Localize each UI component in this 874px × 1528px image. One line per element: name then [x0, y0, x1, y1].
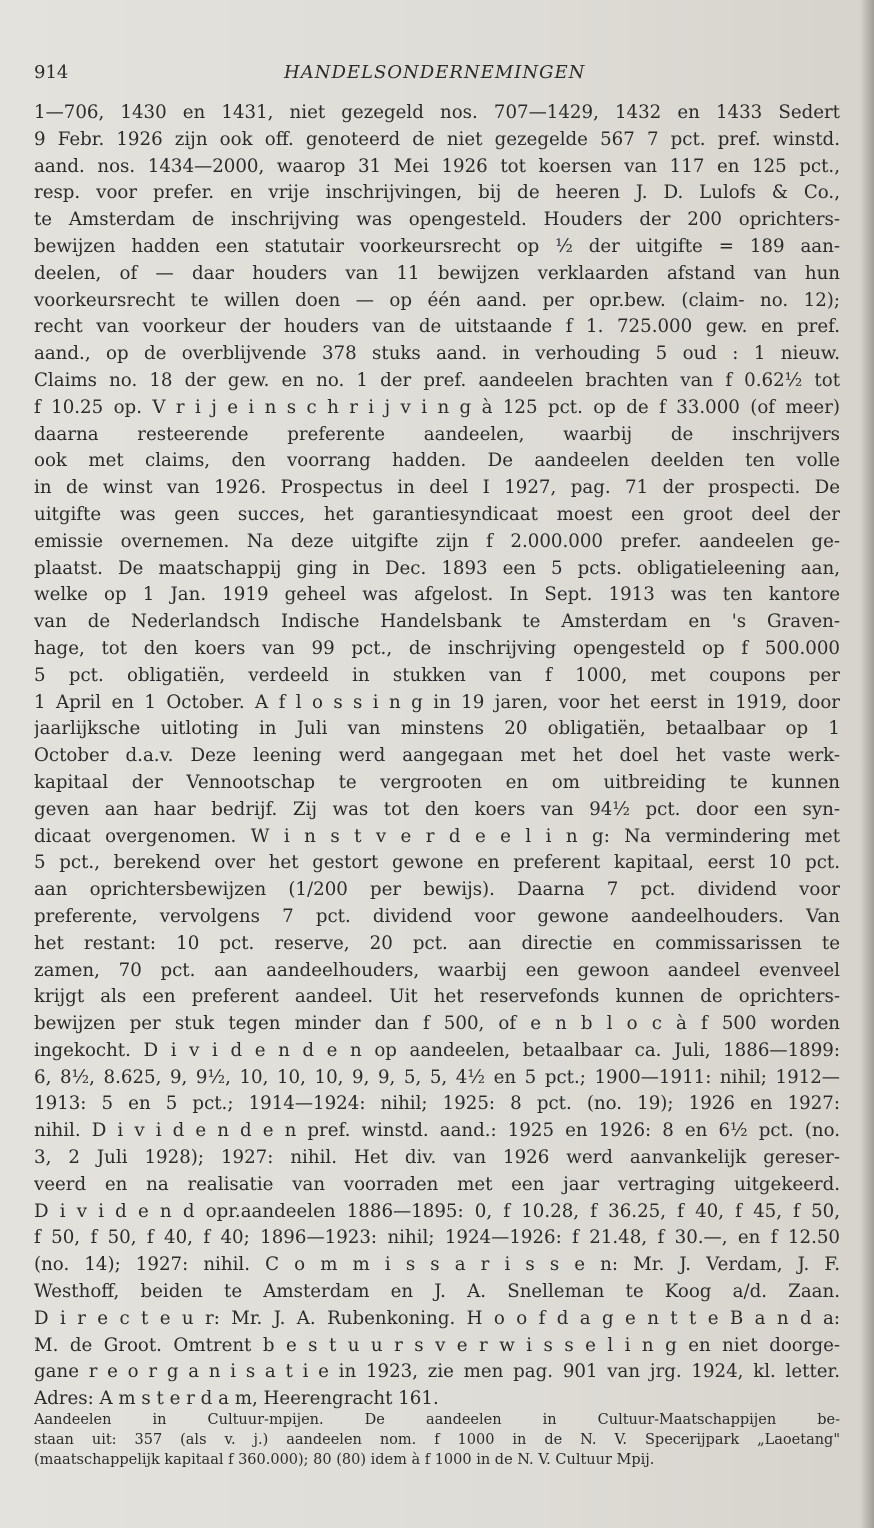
text-line: krijgt als een preferent aandeel. Uit het reservefonds kunnen de oprichters-: [34, 986, 840, 1008]
text-line: daarna resteerende preferente aandeelen, waarbij de inschrijvers: [34, 423, 840, 445]
text-line: plaatst. De maatschappij ging in Dec. 1893 een 5 pcts. obligatieleening aan,: [34, 557, 840, 579]
text-line: 1 April en 1 October. A f l o s s i n g in 19 jaren, voor het eerst in 1919, door: [34, 691, 840, 713]
text-line: welke op 1 Jan. 1919 geheel was afgelost. In Sept. 1913 was ten kantore: [34, 584, 840, 606]
text-line: te Amsterdam de inschrijving was opengesteld. Houders der 200 oprichters-: [34, 209, 840, 231]
text-line: Claims no. 18 der gew. en no. 1 der pref. aandeelen brachten van f 0.62½ tot: [34, 369, 840, 391]
text-line: uitgifte was geen succes, het garantiesyndicaat moest een groot deel der: [34, 503, 840, 525]
text-line: October d.a.v. Deze leening werd aangegaan met het doel het vaste werk-: [34, 745, 840, 767]
text-line: hage, tot den koers van 99 pct., de inschrijving opengesteld op f 500.000: [34, 637, 840, 659]
footnote-line: (maatschappelijk kapitaal f 360.000); 80 (80) idem à f 1000 in de N. V. Cultuur Mpij.: [34, 1452, 655, 1468]
text-line: recht van voorkeur der houders van de uitstaande f 1. 725.000 gew. en pref.: [34, 316, 840, 338]
text-line: 9 Febr. 1926 zijn ook off. genoteerd de niet gezegelde 567 7 pct. pref. winstd.: [34, 128, 840, 150]
text-line: preferente, vervolgens 7 pct. dividend voor gewone aandeelhouders. Van: [34, 905, 840, 927]
text-line: D i r e c t e u r: Mr. J. A. Rubenkoning. H o o f d a g e n t t e B a n d a:: [34, 1307, 840, 1329]
text-line: M. de Groot. Omtrent b e s t u u r s v e r w i s s e l i n g en niet doorge-: [34, 1334, 840, 1356]
page-header: [34, 62, 834, 90]
text-line: ook met claims, den voorrang hadden. De aandeelen deelden ten volle: [34, 450, 840, 472]
text-line: in de winst van 1926. Prospectus in deel I 1927, pag. 71 der prospecti. De: [34, 477, 840, 499]
text-line: Adres: A m s t e r d a m, Heerengracht 161.: [34, 1388, 439, 1410]
text-line: resp. voor prefer. en vrije inschrijvingen, bij de heeren J. D. Lulofs & Co.,: [34, 182, 840, 204]
text-line: emissie overnemen. Na deze uitgifte zijn f 2.000.000 prefer. aandeelen ge-: [34, 530, 840, 552]
running-title: HANDELSONDERNEMINGEN: [284, 62, 586, 83]
text-line: 1—706, 1430 en 1431, niet gezegeld nos. 707—1429, 1432 en 1433 Sedert: [34, 102, 840, 123]
text-line: 1913: 5 en 5 pct.; 1914—1924: nihil; 1925: 8 pct. (no. 19); 1926 en 1927:: [34, 1093, 840, 1115]
text-line: bewijzen hadden een statutair voorkeursrecht op ½ der uitgifte = 189 aan-: [34, 235, 840, 257]
text-line: van de Nederlandsch Indische Handelsbank te Amsterdam en 's Graven-: [34, 611, 840, 633]
text-line: aan oprichtersbewijzen (1/200 per bewijs). Daarna 7 pct. dividend voor: [34, 879, 840, 901]
text-line: veerd en na realisatie van voorraden met een jaar vertraging uitgekeerd.: [34, 1173, 840, 1195]
text-line: dicaat overgenomen. W i n s t v e r d e e l i n g: Na vermindering met: [34, 825, 840, 847]
text-line: gane r e o r g a n i s a t i e in 1923, zie men pag. 901 van jrg. 1924, kl. letter.: [34, 1361, 840, 1383]
text-line: f 50, f 50, f 40, f 40; 1896—1923: nihil; 1924—1926: f 21.48, f 30.—, en f 12.50: [34, 1227, 840, 1249]
text-line: bewijzen per stuk tegen minder dan f 500, of e n b l o c à f 500 worden: [34, 1013, 840, 1035]
text-line: 5 pct., berekend over het gestort gewone en preferent kapitaal, eerst 10 pct.: [34, 852, 840, 874]
text-line: 6, 8½, 8.625, 9, 9½, 10, 10, 10, 9, 9, 5, 5, 4½ en 5 pct.; 1900—1911: nihil; 1912—: [34, 1066, 840, 1088]
text-line: f 10.25 op. V r i j e i n s c h r i j v i n g à 125 pct. op de f 33.000 (of meer): [34, 396, 840, 418]
text-line: 5 pct. obligatiën, verdeeld in stukken van f 1000, met coupons per: [34, 664, 840, 686]
footnote-line: Aandeelen in Cultuur-mpijen. De aandeelen in Cultuur-Maatschappijen be-: [34, 1412, 840, 1428]
text-line: (no. 14); 1927: nihil. C o m m i s s a r i s s e n: Mr. J. Verdam, J. F.: [34, 1254, 840, 1276]
footnote-line: staan uit: 357 (als v. j.) aandeelen nom. f 1000 in de N. V. Specerijpark „Laoetang": [34, 1432, 840, 1448]
text-line: zamen, 70 pct. aan aandeelhouders, waarbij een gewoon aandeel evenveel: [34, 959, 840, 981]
text-line: 3, 2 Juli 1928); 1927: nihil. Het div. van 1926 werd aanvankelijk gereser-: [34, 1147, 840, 1169]
body-text: [34, 100, 840, 1413]
text-line: het restant: 10 pct. reserve, 20 pct. aan directie en commissarissen te: [34, 932, 840, 954]
page-number: 914: [34, 62, 69, 83]
text-line: deelen, of — daar houders van 11 bewijzen verklaarden afstand van hun: [34, 262, 840, 284]
text-line: jaarlijksche uitloting in Juli van minstens 20 obligatiën, betaalbaar op 1: [34, 718, 840, 740]
page-edge-shadow: [860, 0, 874, 1528]
text-line: D i v i d e n d opr.aandeelen 1886—1895: 0, f 10.28, f 36.25, f 40, f 45, f 50,: [34, 1200, 840, 1222]
text-line: voorkeursrecht te willen doen — op één aand. per opr.bew. (claim- no. 12);: [34, 289, 840, 311]
text-line: aand. nos. 1434—2000, waarop 31 Mei 1926 tot koersen van 117 en 125 pct.,: [34, 155, 840, 177]
text-line: nihil. D i v i d e n d e n pref. winstd. aand.: 1925 en 1926: 8 en 6½ pct. (no.: [34, 1120, 840, 1142]
text-line: aand., op de overblijvende 378 stuks aand. in verhouding 5 oud : 1 nieuw.: [34, 343, 840, 365]
text-line: ingekocht. D i v i d e n d e n op aandeelen, betaalbaar ca. Juli, 1886—1899:: [34, 1039, 840, 1061]
text-line: kapitaal der Vennootschap te vergrooten en om uitbreiding te kunnen: [34, 771, 840, 793]
footnote: [34, 1410, 840, 1470]
text-line: Westhoff, beiden te Amsterdam en J. A. Snelleman te Koog a/d. Zaan.: [34, 1281, 840, 1303]
text-line: geven aan haar bedrijf. Zij was tot den koers van 94½ pct. door een syn-: [34, 798, 840, 820]
